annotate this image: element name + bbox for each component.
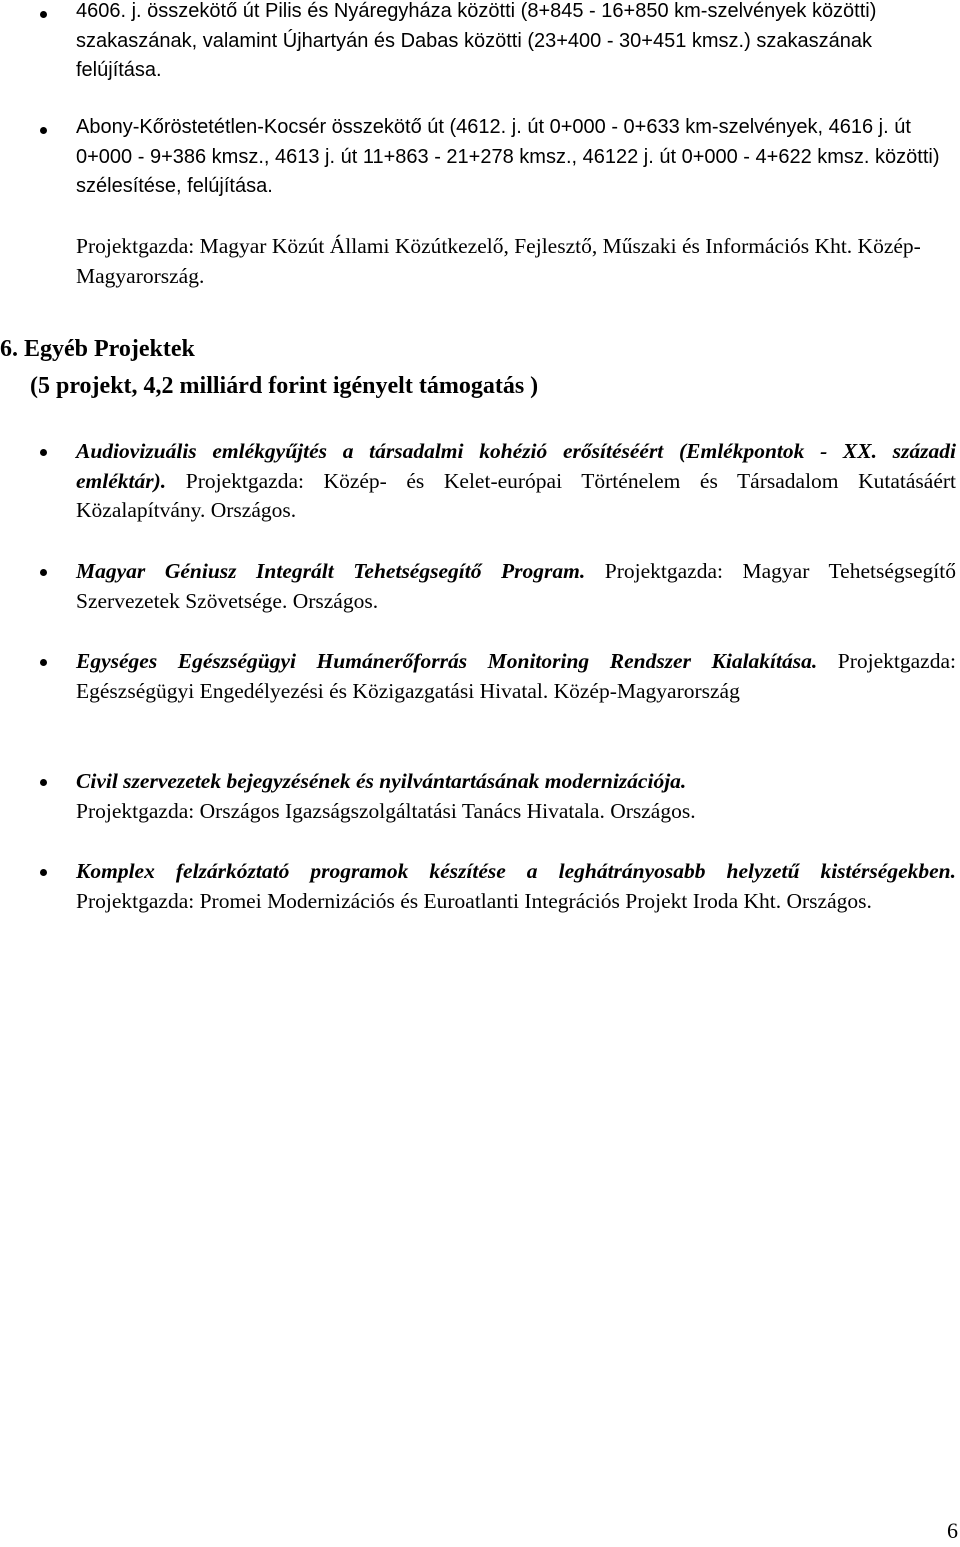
- project-text: [76, 437, 956, 526]
- project-text: [76, 557, 956, 616]
- bullet-icon: [40, 449, 47, 456]
- road-project-text: 4606. j. összekötő út Pilis és Nyáregyháza közötti (8+845 - 16+850 km-szelvények közötti) szakaszának, valamint Újhartyán és Dabas közötti (23+400 - 30+451 kmsz.) szakaszának felújítása.: [76, 0, 877, 81]
- project-details: Projektgazda: Promei Modernizációs és Euroatlanti Integrációs Projekt Iroda Kht. Országos.: [76, 888, 872, 913]
- project-title: Audiovizuális emlékgyűjtés a társadalmi kohézió erősítéséért (Emlékpontok - XX. századi emléktár).: [76, 439, 956, 493]
- project-details: Projektgazda: Egészségügyi Engedélyezési és Közigazgatási Hivatal. Közép-Magyarország: [76, 649, 956, 703]
- bullet-icon: [40, 869, 47, 876]
- project-title: Komplex felzárkóztató programok készítése a leghátrányosabb helyzetű kistérségekben.: [76, 859, 956, 883]
- project-title: Egységes Egészségügyi Humánerőforrás Monitoring Rendszer Kialakítása.: [76, 649, 818, 673]
- project-details: Projektgazda: Közép- és Kelet-európai Történelem és Társadalom Kutatásáért Közalapítvány. Országos.: [76, 468, 956, 522]
- bullet-icon: [40, 569, 47, 576]
- bullet-icon: [40, 779, 47, 786]
- projektgazda-text: Projektgazda: Magyar Közút Állami Közútkezelő, Fejlesztő, Műszaki és Információs Kht. Közép-Magyarország.: [76, 234, 921, 288]
- bullet-icon: [40, 11, 47, 18]
- bullet-icon: [40, 127, 47, 134]
- project-text: [76, 857, 956, 916]
- project-title: Magyar Géniusz Integrált Tehetségsegítő Program.: [76, 559, 586, 583]
- page-number: 6: [947, 1518, 958, 1543]
- project-text: [76, 767, 956, 826]
- project-title: Civil szervezetek bejegyzésének és nyilvántartásának modernizációja.: [76, 769, 687, 793]
- section-heading: 6. Egyéb Projektek: [0, 336, 195, 362]
- project-details: Projektgazda: Országos Igazságszolgáltatási Tanács Hivatala. Országos.: [76, 798, 696, 823]
- road-project-text: Abony-Kőröstetétlen-Kocsér összekötő út (4612. j. út 0+000 - 0+633 km-szelvények, 4616 j. út 0+000 - 9+386 kmsz., 4613 j. út 11+863 - 21+278 kmsz., 46122 j. út 0+000 - 4+622 kmsz. közötti) szélesítése, felújítása.: [76, 116, 940, 197]
- section-subheading: (5 projekt, 4,2 milliárd forint igényelt támogatás ): [30, 373, 539, 399]
- bullet-icon: [40, 659, 47, 666]
- project-details: Projektgazda: Magyar Tehetségsegítő Szervezetek Szövetsége. Országos.: [76, 559, 956, 613]
- project-text: [76, 647, 956, 706]
